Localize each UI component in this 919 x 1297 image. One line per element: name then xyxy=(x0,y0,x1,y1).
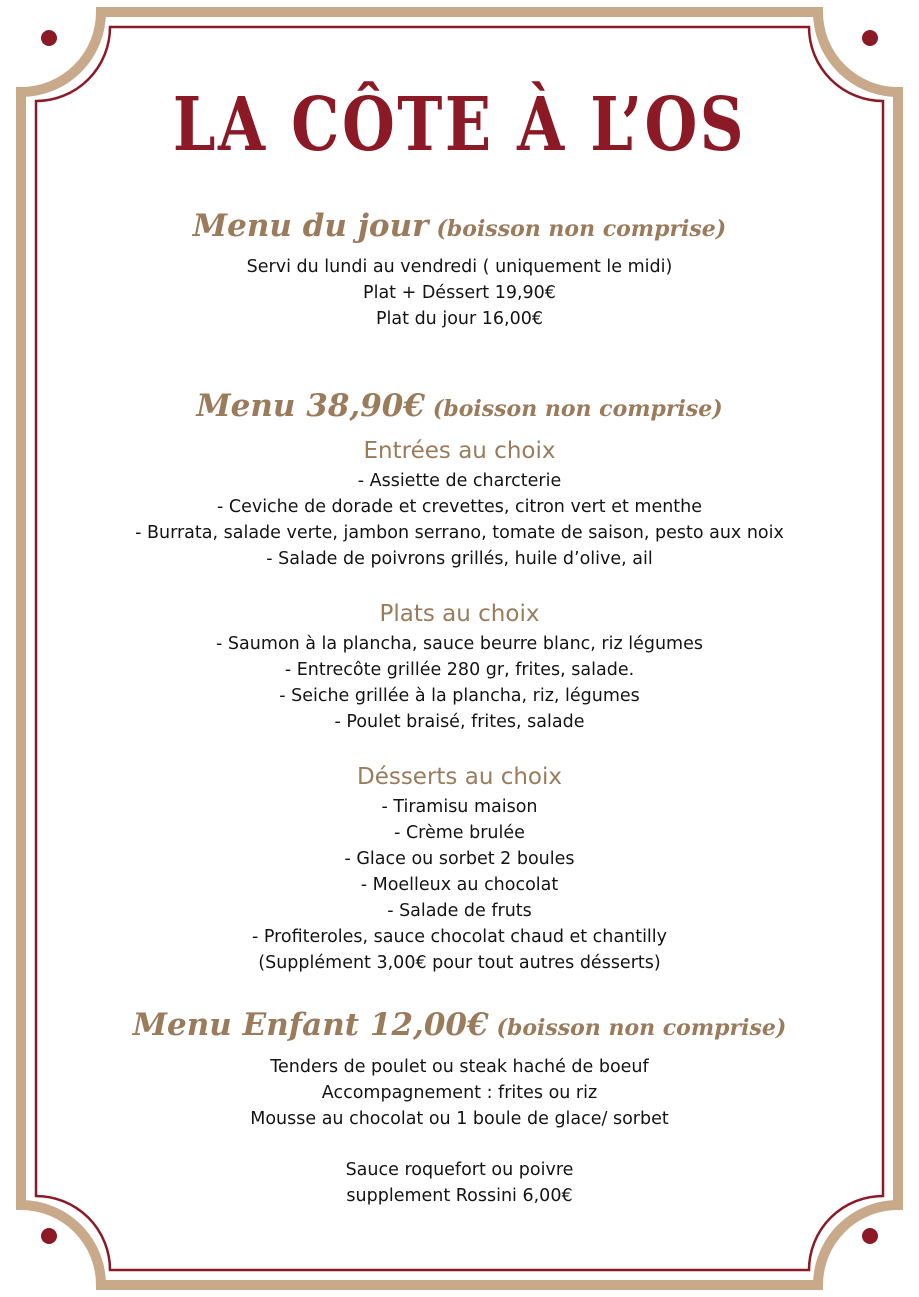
list-item: - Saumon à la plancha, sauce beurre blanc, riz légumes xyxy=(216,634,703,654)
plats-list xyxy=(0,631,919,735)
list-item: - Moelleux au chocolat xyxy=(360,875,559,895)
list-item: Accompagnement : frites ou riz xyxy=(321,1083,598,1103)
desserts-title: Désserts au choix xyxy=(356,764,563,790)
menu-enfant-title: Menu Enfant 12,00€ xyxy=(132,1007,489,1043)
list-item: Plat + Déssert 19,90€ xyxy=(363,283,556,303)
sauces-details xyxy=(0,1157,919,1209)
corner-dot-bottom-right xyxy=(862,1228,878,1244)
desserts-list xyxy=(0,794,919,976)
list-item: Mousse au chocolat ou 1 boule de glace/ sorbet xyxy=(250,1109,669,1129)
menu-3890-note: (boisson non comprise) xyxy=(432,396,723,422)
list-item: Sauce roquefort ou poivre xyxy=(345,1160,574,1180)
list-item: Servi du lundi au vendredi ( uniquement le midi) xyxy=(246,257,673,277)
list-item: - Ceviche de dorade et crevettes, citron vert et menthe xyxy=(216,497,703,517)
list-item: - Burrata, salade verte, jambon serrano, tomate de saison, pesto aux noix xyxy=(135,523,784,543)
menu-enfant-details xyxy=(0,1054,919,1132)
list-item: supplement Rossini 6,00€ xyxy=(346,1186,573,1206)
menu-3890-heading xyxy=(0,388,919,424)
menu-jour-heading xyxy=(0,208,919,244)
corner-dot-bottom-left xyxy=(41,1228,57,1244)
list-item: - Entrecôte grillée 280 gr, frites, salade. xyxy=(284,660,635,680)
entrees-list xyxy=(0,468,919,572)
list-item: - Tiramisu maison xyxy=(381,797,538,817)
list-item: - Assiette de charcterie xyxy=(357,471,562,491)
list-item: - Profiteroles, sauce chocolat chaud et chantilly xyxy=(251,927,668,947)
menu-3890-title: Menu 38,90€ xyxy=(196,388,425,424)
list-item: - Salade de poivrons grillés, huile d’olive, ail xyxy=(266,549,653,569)
list-item: Tenders de poulet ou steak haché de boeuf xyxy=(270,1057,649,1077)
restaurant-title: LA CÔTE À L’OS xyxy=(172,82,747,168)
entrees-title: Entrées au choix xyxy=(363,438,556,464)
list-item: - Seiche grillée à la plancha, riz, légumes xyxy=(279,686,640,706)
list-item: Plat du jour 16,00€ xyxy=(376,309,543,329)
menu-jour-note: (boisson non comprise) xyxy=(436,216,727,242)
list-item: (Supplément 3,00€ pour tout autres désserts) xyxy=(258,953,661,973)
menu-enfant-note: (boisson non comprise) xyxy=(496,1015,787,1041)
list-item: - Crème brulée xyxy=(394,823,525,843)
plats-title: Plats au choix xyxy=(379,601,540,627)
list-item: - Salade de fruts xyxy=(387,901,532,921)
menu-jour-title: Menu du jour xyxy=(192,208,429,244)
corner-dot-top-right xyxy=(862,30,878,46)
list-item: - Poulet braisé, frites, salade xyxy=(334,712,585,732)
list-item: - Glace ou sorbet 2 boules xyxy=(344,849,575,869)
menu-jour-details xyxy=(0,254,919,332)
corner-dot-top-left xyxy=(41,30,57,46)
menu-enfant-heading xyxy=(0,1007,919,1043)
